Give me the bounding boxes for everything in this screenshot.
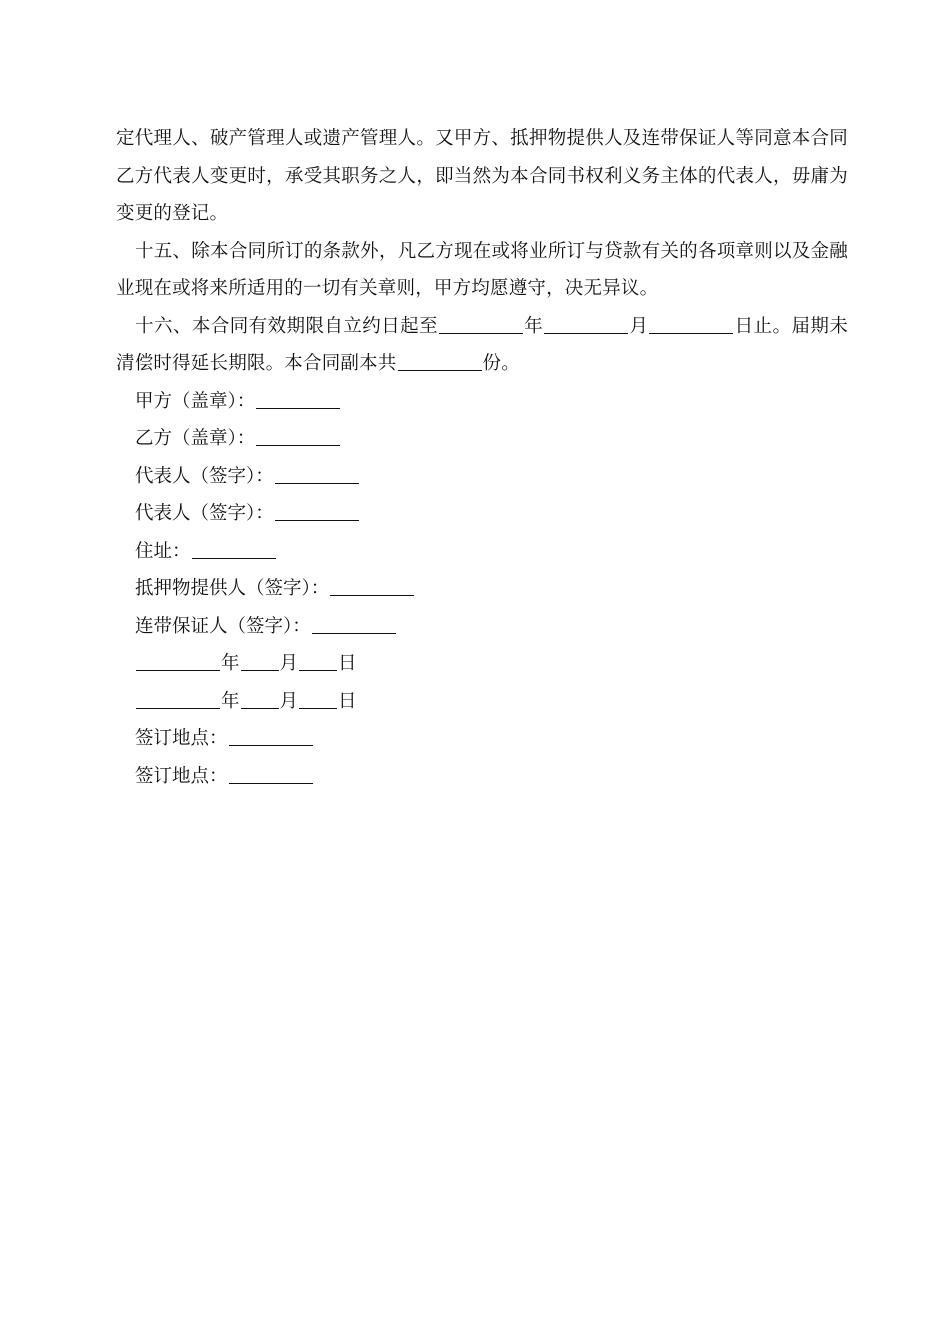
clause-16-month: 月 <box>629 315 649 337</box>
signature-block <box>116 383 848 796</box>
blank-representative-2 <box>275 502 359 521</box>
sign-line-representative-2 <box>116 495 848 533</box>
blank-expiry-day <box>649 315 733 334</box>
sign-line-mortgagor <box>116 570 848 608</box>
blank-party-b <box>256 427 340 446</box>
blank-guarantor <box>312 615 396 634</box>
date-2-year-label: 年 <box>221 690 240 712</box>
sign-line-address <box>116 533 848 571</box>
date-1-day-label: 日 <box>338 653 357 674</box>
sign-line-guarantor <box>116 608 848 646</box>
paragraph-clause-16 <box>116 308 848 383</box>
address-label: 住址： <box>135 540 191 562</box>
contract-body <box>116 120 848 795</box>
sign-line-place-2 <box>116 758 848 796</box>
blank-mortgagor <box>330 577 414 596</box>
sign-line-place-1 <box>116 720 848 758</box>
party-a-label: 甲方（盖章）： <box>135 390 256 412</box>
date-2-month-label: 月 <box>279 690 299 712</box>
blank-date-2-month <box>241 690 279 709</box>
paragraph-continuation: 定代理人、破产管理人或遗产管理人。又甲方、抵押物提供人及连带保证人等同意本合同乙方代表人变更时，承受其职务之人，即当然为本合同书权利义务主体的代表人，毋庸为变更的登记。 <box>116 128 848 224</box>
mortgagor-label: 抵押物提供人（签字）： <box>135 578 330 599</box>
sign-line-date-1 <box>116 645 848 683</box>
blank-date-2-day <box>299 690 337 709</box>
blank-place-2 <box>229 765 313 784</box>
blank-date-1-day <box>299 652 337 671</box>
clause-16-part-1: 十六、本合同有效期限自立约日起至 <box>135 315 439 337</box>
blank-copy-count <box>398 352 482 371</box>
blank-expiry-month <box>544 315 628 334</box>
clause-16-year: 年 <box>524 315 544 337</box>
date-1-year-label: 年 <box>221 653 240 674</box>
clause-16-part-3: 份。 <box>482 353 520 374</box>
sign-line-date-2 <box>116 683 848 721</box>
blank-date-2-year <box>136 690 220 709</box>
blank-place-1 <box>229 727 313 746</box>
representative-2-label: 代表人（签字）： <box>135 503 274 524</box>
clause-16-part-2: 日止。届期未清偿时得延长期限。本合同副本共 <box>116 315 849 374</box>
blank-party-a <box>256 390 340 409</box>
sign-line-representative-1 <box>116 458 848 496</box>
paragraph-clause-15: 十五、除本合同所订的条款外，凡乙方现在或将业所订与贷款有关的各项章则以及金融业现在或将来所适用的一切有关章则，甲方均愿遵守，决无异议。 <box>116 240 848 299</box>
sign-line-party-b <box>116 420 848 458</box>
blank-address <box>192 540 276 559</box>
place-2-label: 签订地点： <box>135 765 228 787</box>
blank-date-1-year <box>136 652 220 671</box>
place-1-label: 签订地点： <box>135 728 228 749</box>
date-1-month-label: 月 <box>279 653 299 674</box>
blank-expiry-year <box>439 315 523 334</box>
party-b-label: 乙方（盖章）： <box>135 428 256 449</box>
blank-date-1-month <box>241 652 279 671</box>
representative-1-label: 代表人（签字）： <box>135 465 274 487</box>
date-2-day-label: 日 <box>338 690 357 712</box>
guarantor-label: 连带保证人（签字）： <box>135 615 311 637</box>
sign-line-party-a <box>116 383 848 421</box>
blank-representative-1 <box>275 465 359 484</box>
